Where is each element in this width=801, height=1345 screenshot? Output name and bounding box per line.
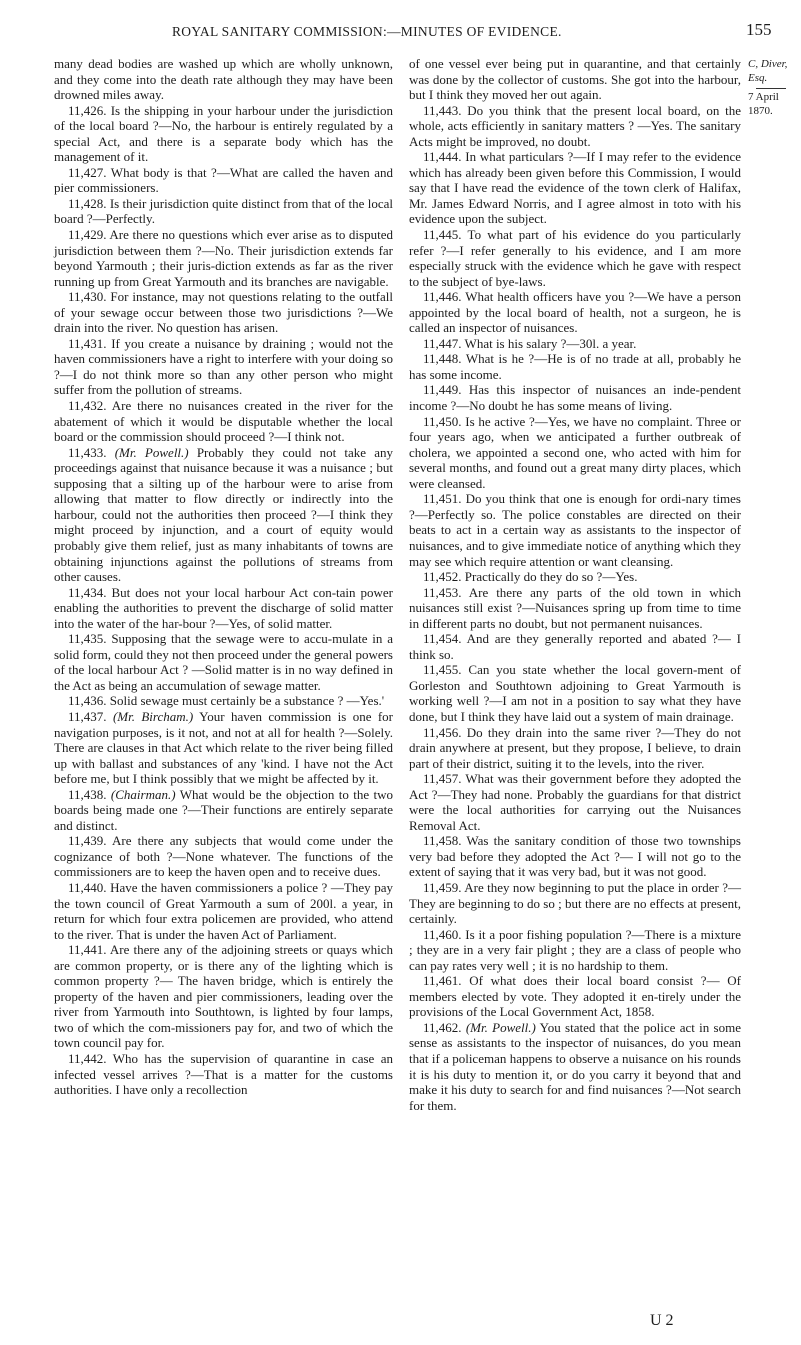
- question-number: 11,448.: [423, 351, 462, 367]
- paragraph-text: Of what does their local board consist ?— Of members elected by vote. They adopted it en-tirely under the provisions of the Local Government Act, 1858.: [409, 973, 742, 1020]
- question-number: 11,454.: [423, 631, 462, 647]
- question-paragraph: [54, 289, 393, 336]
- question-number: 11,431.: [68, 335, 107, 351]
- paragraph-text: Can you state whether the local govern-ment of Gorleston and Southtown adjoining to Great Yarmouth is working well ?—I am not in a position to say what they have done, but I think they have laid out a system of main drainage.: [409, 662, 742, 724]
- question-number: 11,460.: [423, 926, 462, 942]
- question-number: 11,436.: [68, 693, 107, 709]
- paragraph-text: But does not your local harbour Act con-tain power enabling the authorities to prevent the discharge of solid matter into the water of the har-bour ?—Yes, of solid matter.: [54, 584, 393, 631]
- question-number: 11,458.: [423, 833, 462, 849]
- paragraph-text: To what part of his evidence do you particularly refer ?—I refer generally to his evidence, and I am more especially struck with the evidence which he gave with respect to the subject of bye-laws.: [409, 227, 742, 289]
- question-paragraph: [54, 709, 393, 787]
- question-paragraph: [409, 149, 741, 227]
- question-number: 11,461.: [423, 973, 462, 989]
- paragraph-text: many dead bodies are washed up which are wholly unknown, and they come into the death rate although they may have been drowned miles away.: [54, 56, 393, 103]
- paragraph-text: What is he ?—He is of no trade at all, probably he has some income.: [409, 351, 742, 382]
- question-paragraph: [54, 445, 393, 585]
- paragraph-text: What body is that ?—What are called the haven and pier commissioners.: [54, 164, 394, 196]
- question-paragraph: [409, 880, 741, 927]
- paragraph-text: For instance, may not questions relating to the outfall of your sewage occur between those two jurisdictions ?—We drain into the river. No question has arisen.: [54, 289, 394, 336]
- question-paragraph: [409, 414, 741, 492]
- question-paragraph: [54, 336, 393, 398]
- paragraph-text: Are there no nuisances created in the river for the abatement of which it would be disputable whether the local board or the commission should proceed ?—I think not.: [54, 398, 393, 445]
- paragraph-text: Who has the supervision of quarantine in case an infected vessel arrives ?—That is a matter for the customs authorities. I have only a recollection: [54, 1051, 394, 1098]
- page-header: [0, 14, 801, 44]
- running-title: ROYAL SANITARY COMMISSION:—MINUTES OF EVIDENCE.: [172, 24, 562, 39]
- question-paragraph: [409, 662, 741, 724]
- question-paragraph: [54, 103, 393, 165]
- question-paragraph: [409, 631, 741, 662]
- question-paragraph: [409, 491, 741, 569]
- question-number: 11,439.: [68, 833, 107, 849]
- question-paragraph: [54, 942, 393, 1051]
- question-number: 11,435.: [68, 631, 107, 647]
- left-column: [54, 56, 393, 1098]
- paragraph-text: Are there no questions which ever arise as to disputed jurisdiction between them ?—No. Their jurisdiction extends far beyond Yarmouth ; their juris-diction extends as far as the river running up from Great Yarmouth and its branches are navigable.: [54, 227, 393, 289]
- paragraph-text: Has this inspector of nuisances an inde-pendent income ?—No doubt he has some means of living.: [409, 382, 742, 414]
- question-number: 11,456.: [423, 724, 462, 740]
- question-paragraph: [409, 351, 741, 382]
- paragraph-text: You stated that the police act in some sense as assistants to the inspector of nuisances, do you mean that if a policeman happens to observe a nuisance on his rounds it is his duty to mention it, or do you carry it beyond that and make it his duty to search for and find nuisances ?—Not search for them.: [409, 1019, 741, 1113]
- question-number: 11,453.: [423, 584, 462, 600]
- question-number: 11,446.: [423, 289, 462, 305]
- question-number: 11,447.: [423, 335, 462, 351]
- question-number: 11,434.: [68, 584, 107, 600]
- question-paragraph: [409, 833, 741, 880]
- paragraph-text: Do you think that the present local board, on the whole, acts efficiently in sanitary matters ? —Yes. The sanitary Acts might be improved, no doubt.: [409, 102, 741, 149]
- witness-name: C, Diver, Esq.: [748, 58, 788, 84]
- question-number: 11,462.: [423, 1019, 462, 1035]
- speaker-label: (Mr. Bircham.): [112, 708, 194, 724]
- speaker-label: (Mr. Powell.): [114, 444, 189, 460]
- margin-note: [748, 58, 801, 118]
- question-paragraph: [409, 103, 741, 150]
- paragraph-text: Practically do they do so ?—Yes.: [464, 569, 638, 585]
- paragraph-text: Is he active ?—Yes, we have no complaint. Three or four years ago, when we anticipated a further outbreak of cholera, we appointed a second one, who acted with him for several months, and found out a great many dirty places, which were cleansed.: [409, 413, 742, 491]
- question-paragraph: [54, 227, 393, 289]
- question-number: 11,444.: [423, 149, 462, 165]
- question-paragraph: [54, 165, 393, 196]
- paragraph-text: Are there any of the adjoining streets or quays which are common property, or is there any of the lighting which is common property ?— The haven bridge, which is entirely the property of the haven and pier commissioners, leading over the river from Yarmouth into Southtown, is lighted by four lamps, two of which the com-missioners pay for, and two of which the town council pay for.: [54, 942, 393, 1051]
- question-number: 11,450.: [423, 413, 462, 429]
- question-paragraph: [54, 631, 393, 693]
- question-number: 11,441.: [68, 942, 107, 958]
- question-paragraph: [409, 585, 741, 632]
- paragraph-text: Is it a poor fishing population ?—There is a mixture ; they are in a very fair plight ; they are a class of people who can pay rates very well ; it is no hardship to them.: [409, 926, 742, 973]
- question-number: 11,432.: [68, 398, 107, 414]
- question-paragraph: [54, 787, 393, 834]
- paragraph-text: Is the shipping in your harbour under the jurisdiction of the local board ?—No, the harbour is entirely regulated by a special Act, and there is a separate body which has the management of it.: [54, 102, 394, 165]
- printer-signature: U 2: [650, 1312, 674, 1329]
- question-paragraph: [54, 56, 393, 103]
- paragraph-text: What was their government before they adopted the Act ?—They had none. Probably the guardians for that district were the local authorities for carrying out the Nuisances Removal Act.: [409, 771, 742, 833]
- question-paragraph: [54, 196, 393, 227]
- paragraph-text: Do you think that one is enough for ordi-nary times ?—Perfectly so. The police constables are directed on their beats to act in a certain way as assistants to the inspector of nuisances, and to give immediate notice of anything which they may see which require attention or want cleansing.: [409, 491, 741, 569]
- question-paragraph: [409, 725, 741, 772]
- question-paragraph: [54, 833, 393, 880]
- paragraph-text: of one vessel ever being put in quarantine, and that certainly was done by the collector of customs. She got into the harbour, but I think they moved her out again.: [409, 56, 741, 103]
- question-number: 11,445.: [423, 227, 462, 243]
- question-number: 11,429.: [68, 227, 107, 243]
- speaker-label: (Chairman.): [110, 786, 176, 802]
- paragraph-text: Supposing that the sewage were to accu-mulate in a solid form, could they not then proceed under the general powers of the local harbour Act ? —Solid matter is in no way defined in the Act as being an accumulation of sewage matter.: [54, 631, 393, 693]
- paragraph-text: Your haven commission is one for navigation purposes, is it not, and not at all for health ?—Solely. There are clauses in that Act which relate to the river being filled up with ballast and substances of any 'kind. I have not the Act before me, but I think possibly that we might be affected by it.: [54, 708, 394, 787]
- question-paragraph: [409, 973, 741, 1020]
- question-number: 11,430.: [68, 289, 107, 305]
- question-paragraph: [409, 927, 741, 974]
- question-paragraph: [54, 693, 393, 709]
- paragraph-text: What health officers have you ?—We have a person appointed by the local board of health, not a surgeon, he is called an inspector of nuisances.: [409, 289, 742, 336]
- question-paragraph: [409, 56, 741, 103]
- question-paragraph: [409, 227, 741, 289]
- paragraph-text: What is his salary ?—30l. a year.: [464, 335, 637, 351]
- question-paragraph: [54, 1051, 393, 1098]
- paragraph-text: Solid sewage must certainly be a substance ? —Yes.': [109, 693, 385, 709]
- question-number: 11,457.: [423, 771, 462, 787]
- question-number: 11,451.: [423, 491, 462, 507]
- paragraph-text: In what particulars ?—If I may refer to the evidence which has already been given before this Commission, I would say that I have read the evidence of the town clerk of Halifax, Mr. James Edward Norris, and I agree almost in toto with his evidence upon the subject.: [409, 149, 741, 227]
- question-number: 11,449.: [423, 382, 462, 398]
- question-number: 11,442.: [68, 1051, 107, 1066]
- question-number: 11,459.: [423, 879, 462, 895]
- question-number: 11,433.: [68, 444, 107, 460]
- paragraph-text: If you create a nuisance by draining ; would not the haven commissioners have a right to interfere with your doing so ?—I do not think more so than any other person who might suffer from the pollution of streams.: [54, 335, 394, 398]
- paragraph-text: Have the haven commissioners a police ? —They pay the town council of Great Yarmouth a sum of 200l. a year, in return for which four extra policemen are provided, who attend to the river. That is under the haven Act of Parliament.: [54, 879, 393, 942]
- paragraph-text: And are they generally reported and abated ?— I think so.: [409, 631, 741, 662]
- question-paragraph: [409, 336, 741, 352]
- question-number: 11,426.: [68, 102, 107, 118]
- question-number: 11,452.: [423, 569, 462, 585]
- question-paragraph: [54, 398, 393, 445]
- paragraph-text: Was the sanitary condition of those two townships very bad before they adopted the Act ?— I will not go to the extent of saying that it was very bad, but it was not good.: [409, 833, 741, 880]
- question-paragraph: [409, 289, 741, 336]
- paragraph-text: Do they drain into the same river ?—They do not drain anywhere at present, but they propose, I believe, to drain part of their district, suiting it to the levels, into the river.: [409, 724, 741, 771]
- margin-rule: [756, 88, 786, 89]
- speaker-label: (Mr. Powell.): [465, 1019, 536, 1035]
- question-number: 11,440.: [68, 879, 107, 895]
- paragraph-text: Is their jurisdiction quite distinct from that of the local board ?—Perfectly.: [54, 195, 394, 227]
- question-number: 11,427.: [68, 164, 107, 180]
- evidence-date: 7 April 1870.: [748, 91, 779, 117]
- paragraph-text: Are there any parts of the old town in which nuisances still exist ?—Nuisances spring up from time to time in different parts no doubt, but not permanent nuisances.: [409, 584, 741, 631]
- right-column: [409, 56, 741, 1113]
- question-number: 11,443.: [423, 102, 462, 118]
- question-paragraph: [409, 382, 741, 413]
- paragraph-text: Are they now beginning to put the place in order ?—They are beginning to do so ; but there are no effects at present, certainly.: [409, 879, 741, 927]
- paragraph-text: What would be the objection to the two boards being made one ?—Their functions are entirely separate and distinct.: [54, 786, 393, 833]
- question-paragraph: [409, 771, 741, 833]
- question-paragraph: [409, 569, 741, 585]
- page-number: 155: [746, 20, 772, 39]
- question-paragraph: [54, 880, 393, 942]
- paragraph-text: Probably they could not take any proceedings against that nuisance because it was a nuisance ; but supposing that a silting up of the harbour were to arise from allowing that matter to flow directly or indirectly into the harbour, could not the authorities then proceed ?—I think they might proceed by injunction, and a court of equity would probably give them relief, just as many inhabitants of towns are obtaining injunctions against the pollutions of streams from other causes.: [54, 444, 393, 585]
- question-number: 11,455.: [423, 662, 462, 678]
- question-paragraph: [409, 1020, 741, 1113]
- question-number: 11,437.: [68, 708, 107, 724]
- question-number: 11,428.: [68, 195, 107, 211]
- paragraph-text: Are there any subjects that would come under the cognizance of both ?—None whatever. The functions of the commissioners are to keep the haven open and to receive dues.: [54, 833, 393, 880]
- question-paragraph: [54, 585, 393, 632]
- question-number: 11,438.: [68, 786, 107, 802]
